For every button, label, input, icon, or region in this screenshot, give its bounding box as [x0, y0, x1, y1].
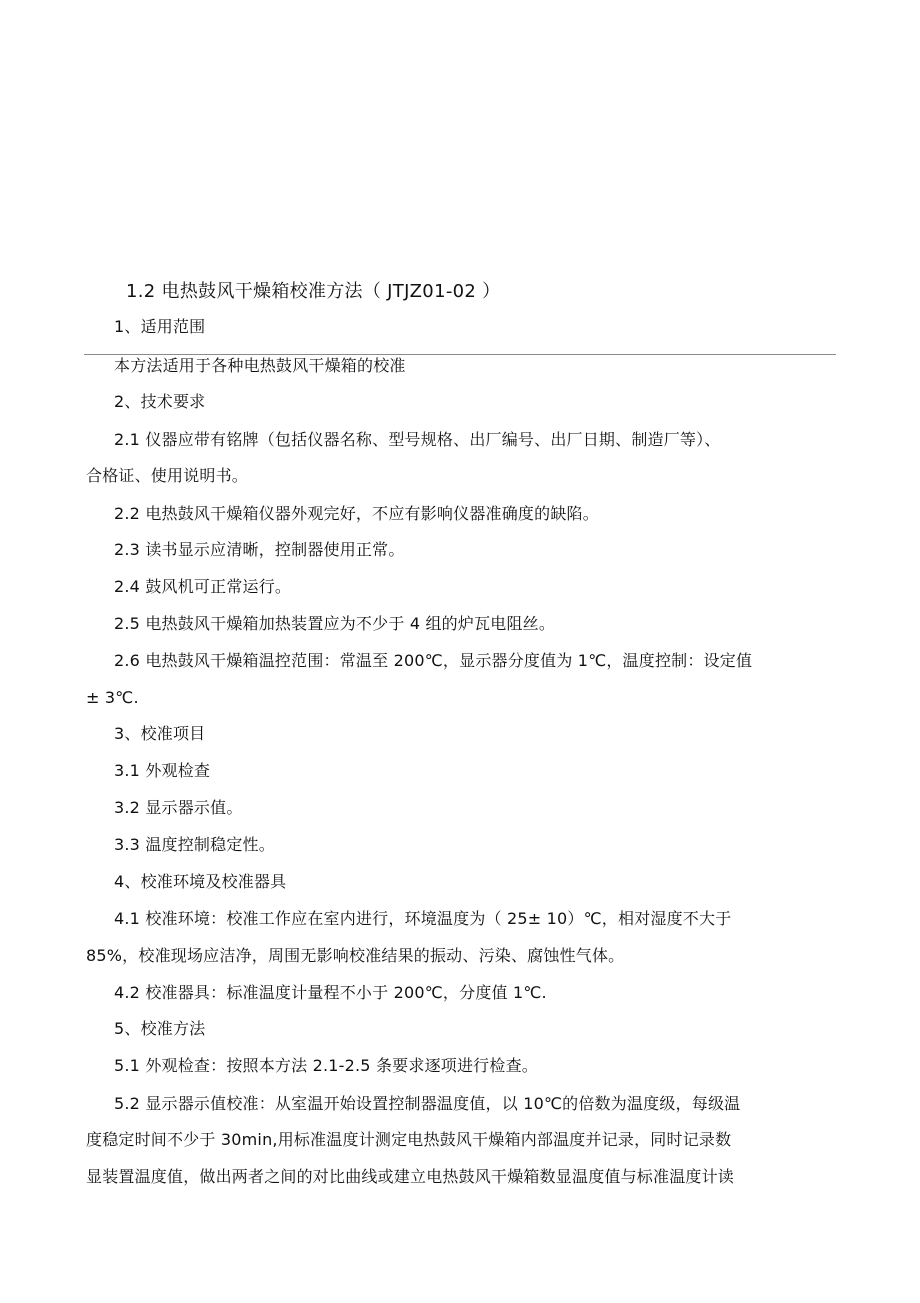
section-heading-method: 5、校准方法	[114, 1019, 206, 1038]
clause-3-2: 3.2 显示器示值。	[114, 798, 243, 817]
section-heading-environment: 4、校准环境及校准器具	[114, 872, 287, 891]
paragraph-scope: 本方法适用于各种电热鼓风干燥箱的校准	[114, 356, 406, 375]
clause-2-6: 2.6 电热鼓风干燥箱温控范围：常温至 200℃，显示器分度值为 1℃，温度控制：设定值	[114, 651, 753, 670]
clause-2-1: 2.1 仪器应带有铭牌（包括仪器名称、型号规格、出厂编号、出厂日期、制造厂等）、	[114, 430, 721, 449]
section-heading-items: 3、校准项目	[114, 724, 206, 743]
clause-2-1-continued: 合格证、使用说明书。	[86, 466, 249, 485]
clause-4-1: 4.1 校准环境：校准工作应在室内进行，环境温度为（ 25± 10）℃，相对湿度不大于	[114, 909, 732, 928]
clause-5-2: 5.2 显示器示值校准：从室温开始设置控制器温度值，以 10℃的倍数为温度级，每级温	[114, 1094, 741, 1113]
clause-2-6-continued: ± 3℃.	[86, 688, 139, 707]
clause-5-2-continued-2: 显装置温度值，做出两者之间的对比曲线或建立电热鼓风干燥箱数显温度值与标准温度计读	[86, 1167, 735, 1186]
document-title: 1.2 电热鼓风干燥箱校准方法（ JTJZ01-02 ）	[126, 281, 501, 302]
clause-2-5: 2.5 电热鼓风干燥箱加热装置应为不少于 4 组的炉瓦电阻丝。	[114, 614, 556, 633]
section-heading-requirements: 2、技术要求	[114, 392, 206, 411]
clause-2-4: 2.4 鼓风机可正常运行。	[114, 577, 292, 596]
clause-5-2-continued: 度稳定时间不少于 30min,用标准温度计测定电热鼓风干燥箱内部温度并记录，同时记录数	[86, 1130, 732, 1149]
clause-5-1: 5.1 外观检查：按照本方法 2.1-2.5 条要求逐项进行检查。	[114, 1056, 538, 1075]
clause-3-3: 3.3 温度控制稳定性。	[114, 835, 275, 854]
section-heading-scope: 1、适用范围	[114, 317, 206, 336]
clause-4-2: 4.2 校准器具：标准温度计量程不小于 200℃，分度值 1℃.	[114, 983, 547, 1002]
clause-2-3: 2.3 读书显示应清晰，控制器使用正常。	[114, 540, 405, 559]
clause-4-1-continued: 85%，校准现场应洁净，周围无影响校准结果的振动、污染、腐蚀性气体。	[86, 946, 625, 965]
clause-3-1: 3.1 外观检查	[114, 761, 211, 780]
clause-2-2: 2.2 电热鼓风干燥箱仪器外观完好，不应有影响仪器准确度的缺陷。	[114, 504, 599, 523]
